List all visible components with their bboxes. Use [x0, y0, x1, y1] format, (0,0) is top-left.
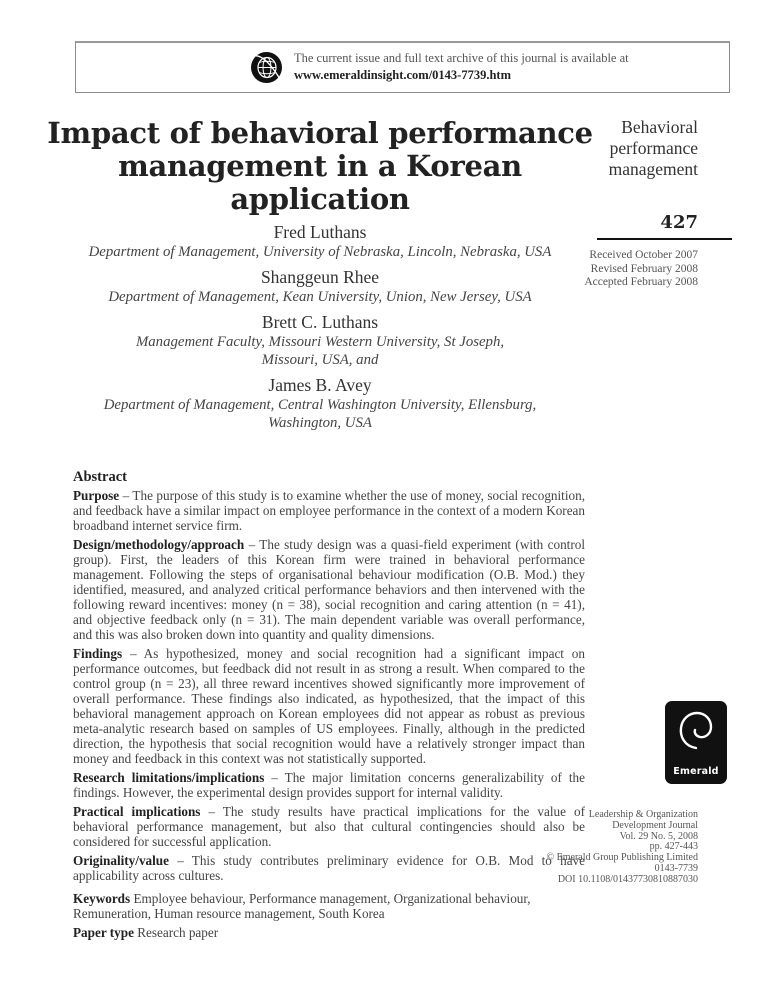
affiliation-line: Department of Management, University of Nebraska, Lincoln, Nebraska, USA [88, 244, 552, 260]
author-affiliation [40, 333, 600, 369]
abstract [73, 470, 585, 944]
archive-notice-box [75, 41, 730, 93]
author-block [40, 375, 600, 432]
abstract-purpose [73, 488, 585, 533]
keywords [73, 891, 585, 921]
emerald-logo [665, 701, 727, 784]
keywords-text: Employee behaviour, Performance management, Organizational behaviour, Remuneration, Human resource management, South Korea [73, 891, 531, 921]
journal-name: Development Journal [612, 819, 698, 831]
emerald-wordmark: Emerald [673, 766, 719, 777]
section-label: Practical implications [73, 804, 201, 819]
section-label: Purpose [73, 488, 120, 503]
abstract-practical [73, 804, 585, 849]
running-head [538, 117, 698, 180]
author-name: James B. Avey [268, 375, 372, 395]
affiliation-line: Missouri, USA, and [261, 352, 379, 368]
abstract-originality [73, 853, 585, 883]
abstract-heading: Abstract [73, 469, 127, 485]
author-block [40, 222, 600, 261]
section-text: – As hypothesized, money and social recognition had a significant impact on performance outcomes, but feedback did not result in as strong a result. When compared to the control group (n = 23), all three reward incentives showed significantly more improvement of overall performance. These findings also indicated, as hypothesized, that the impact of this behavioral management approach on Korean employees did not appear as robust as previous meta-analytic research based on samples of US employees. Finally, although in the predicted direction, the hypothesis that social recognition would have a relatively stronger impact than money and feedback in this context was not statistically supported. [73, 646, 585, 766]
author-block [40, 312, 600, 369]
keywords-label: Keywords [73, 891, 131, 906]
emerald-swirl-icon [674, 708, 718, 760]
page-number: 427 [660, 212, 698, 233]
affiliation-line: Department of Management, Central Washington University, Ellensburg, [103, 397, 537, 413]
title-line: application [230, 182, 410, 216]
title-line: management in a Korean [118, 149, 522, 183]
paper-type-label: Paper type [73, 925, 134, 940]
section-text: – The purpose of this study is to examine whether the use of money, social recognition, and feedback have a similar impact on employee performance in the context of a modern Korean broadband internet service firm. [73, 488, 585, 533]
history-accepted: Accepted February 2008 [584, 276, 698, 288]
author-block [40, 267, 600, 306]
journal-volume: Vol. 29 No. 5, 2008 [619, 830, 698, 842]
running-head-line: management [608, 159, 698, 179]
paper-type-text: Research paper [133, 925, 219, 940]
history-received: Received October 2007 [589, 249, 698, 261]
section-text: – The major limitation concerns generalizability of the findings. However, the experimental design provides support for internal validity. [73, 770, 585, 800]
journal-doi: DOI 10.1108/01437730810887030 [557, 873, 698, 885]
paper-type [73, 925, 585, 940]
section-text: – The study results have practical implications for the value of behavioral performance management, but also that cultural contingencies should also be considered for successful application. [73, 804, 585, 849]
affiliation-line: Washington, USA [268, 415, 372, 431]
section-label: Originality/value [73, 853, 169, 868]
author-name: Fred Luthans [273, 222, 367, 242]
section-text: – This study contributes preliminary evidence for O.B. Mod to have applicability across cultures. [73, 853, 585, 883]
history-revised: Revised February 2008 [590, 262, 698, 275]
sidebar-divider [597, 238, 732, 240]
journal-pages: pp. 427-443 [649, 841, 698, 853]
archive-notice-text: The current issue and full text archive of this journal is available at [294, 51, 629, 65]
abstract-findings [73, 646, 585, 766]
journal-copyright: © Emerald Group Publishing Limited [546, 852, 698, 864]
journal-name: Leadership & Organization [588, 809, 698, 820]
author-name: Shanggeun Rhee [260, 267, 380, 287]
section-label: Findings [73, 646, 123, 661]
running-head-line: performance [609, 138, 698, 158]
journal-issn: 0143-7739 [654, 862, 698, 874]
affiliation-line: Department of Management, Kean University, Union, New Jersey, USA [108, 289, 532, 305]
journal-info [547, 810, 698, 886]
article-history [584, 249, 698, 290]
archive-notice [294, 50, 629, 84]
author-name: Brett C. Luthans [261, 312, 379, 332]
abstract-design [73, 537, 585, 642]
section-text: – The study design was a quasi-field experiment (with control group). First, the leaders of this Korean firm were trained in behavioral performance management. Following the steps of organisational behaviour modification (O.B. Mod.) they identified, measured, and analyzed critical performance behaviors and then intervened with the following reward incentives: money (n = 38), social recognition and caring attention (n = 41), and objective feedback only (n = 31). The main dependent variable was overall performance, and this was also broken down into quantity and quality dimensions. [73, 537, 585, 642]
globe-icon [250, 51, 283, 84]
author-affiliation [40, 243, 600, 261]
section-label: Research limitations/implications [73, 770, 265, 785]
section-label: Design/methodology/approach [73, 537, 245, 552]
running-head-line: Behavioral [621, 117, 698, 137]
author-affiliation [40, 396, 600, 432]
abstract-limitations [73, 770, 585, 800]
article-title [40, 117, 600, 216]
author-list [40, 222, 600, 438]
author-affiliation [40, 288, 600, 306]
title-line: Impact of behavioral performance [47, 116, 593, 150]
affiliation-line: Management Faculty, Missouri Western University, St Joseph, [135, 334, 505, 350]
archive-url-link[interactable]: www.emeraldinsight.com/0143-7739.htm [294, 68, 511, 82]
